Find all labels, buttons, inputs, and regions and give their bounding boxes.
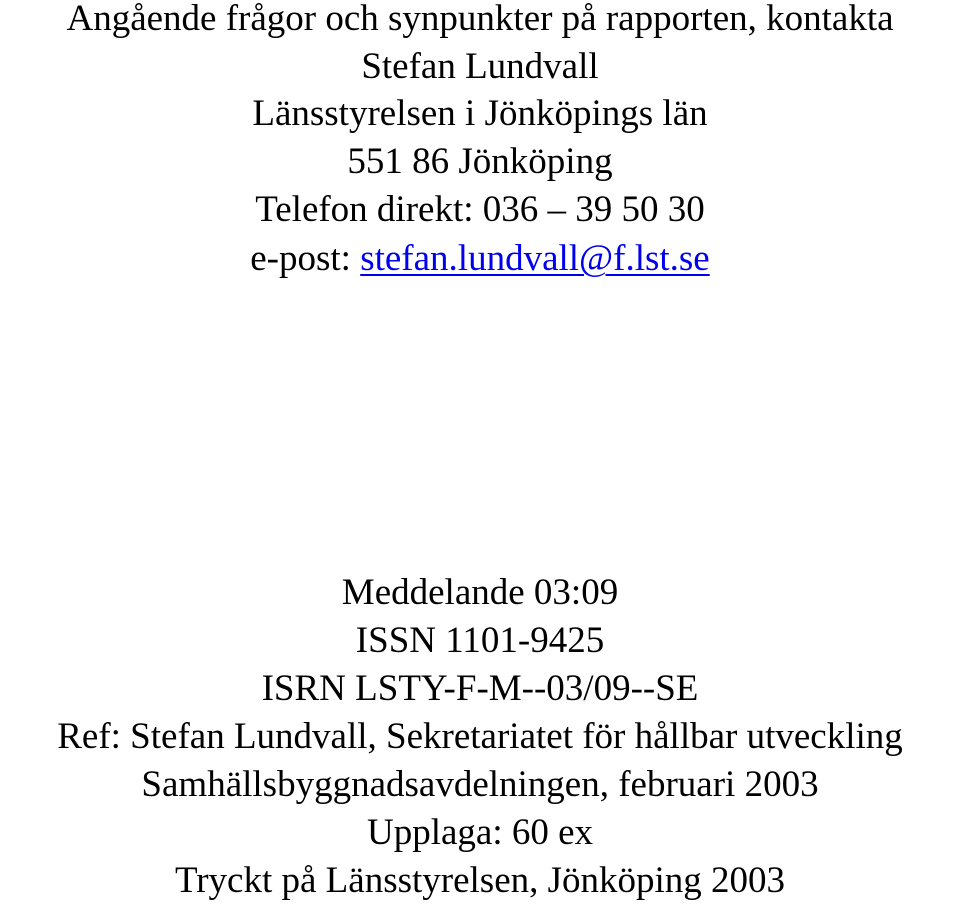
email-link[interactable]: stefan.lundvall@f.lst.se: [360, 238, 710, 279]
series-number: Meddelande 03:09: [341, 572, 619, 613]
contact-name: Stefan Lundvall: [361, 46, 599, 87]
contact-intro: Angående frågor och synpunkter på rapporten, kontakta: [66, 0, 894, 39]
issn: ISSN 1101-9425: [355, 620, 605, 661]
printed-by: Tryckt på Länsstyrelsen, Jönköping 2003: [174, 860, 786, 901]
email-label: e-post:: [250, 238, 361, 279]
isrn: ISRN LSTY-F-M--03/09--SE: [261, 668, 699, 709]
edition: Upplaga: 60 ex: [366, 812, 594, 853]
contact-email-line: [0, 235, 960, 283]
contact-phone: Telefon direkt: 036 – 39 50 30: [255, 189, 705, 230]
department-date: Samhällsbyggnadsavdelningen, februari 2003: [141, 764, 819, 805]
contact-organization: Länsstyrelsen i Jönköpings län: [252, 93, 708, 134]
contact-postal-address: 551 86 Jönköping: [347, 141, 613, 182]
reference: Ref: Stefan Lundvall, Sekretariatet för hållbar utveckling: [57, 716, 903, 757]
